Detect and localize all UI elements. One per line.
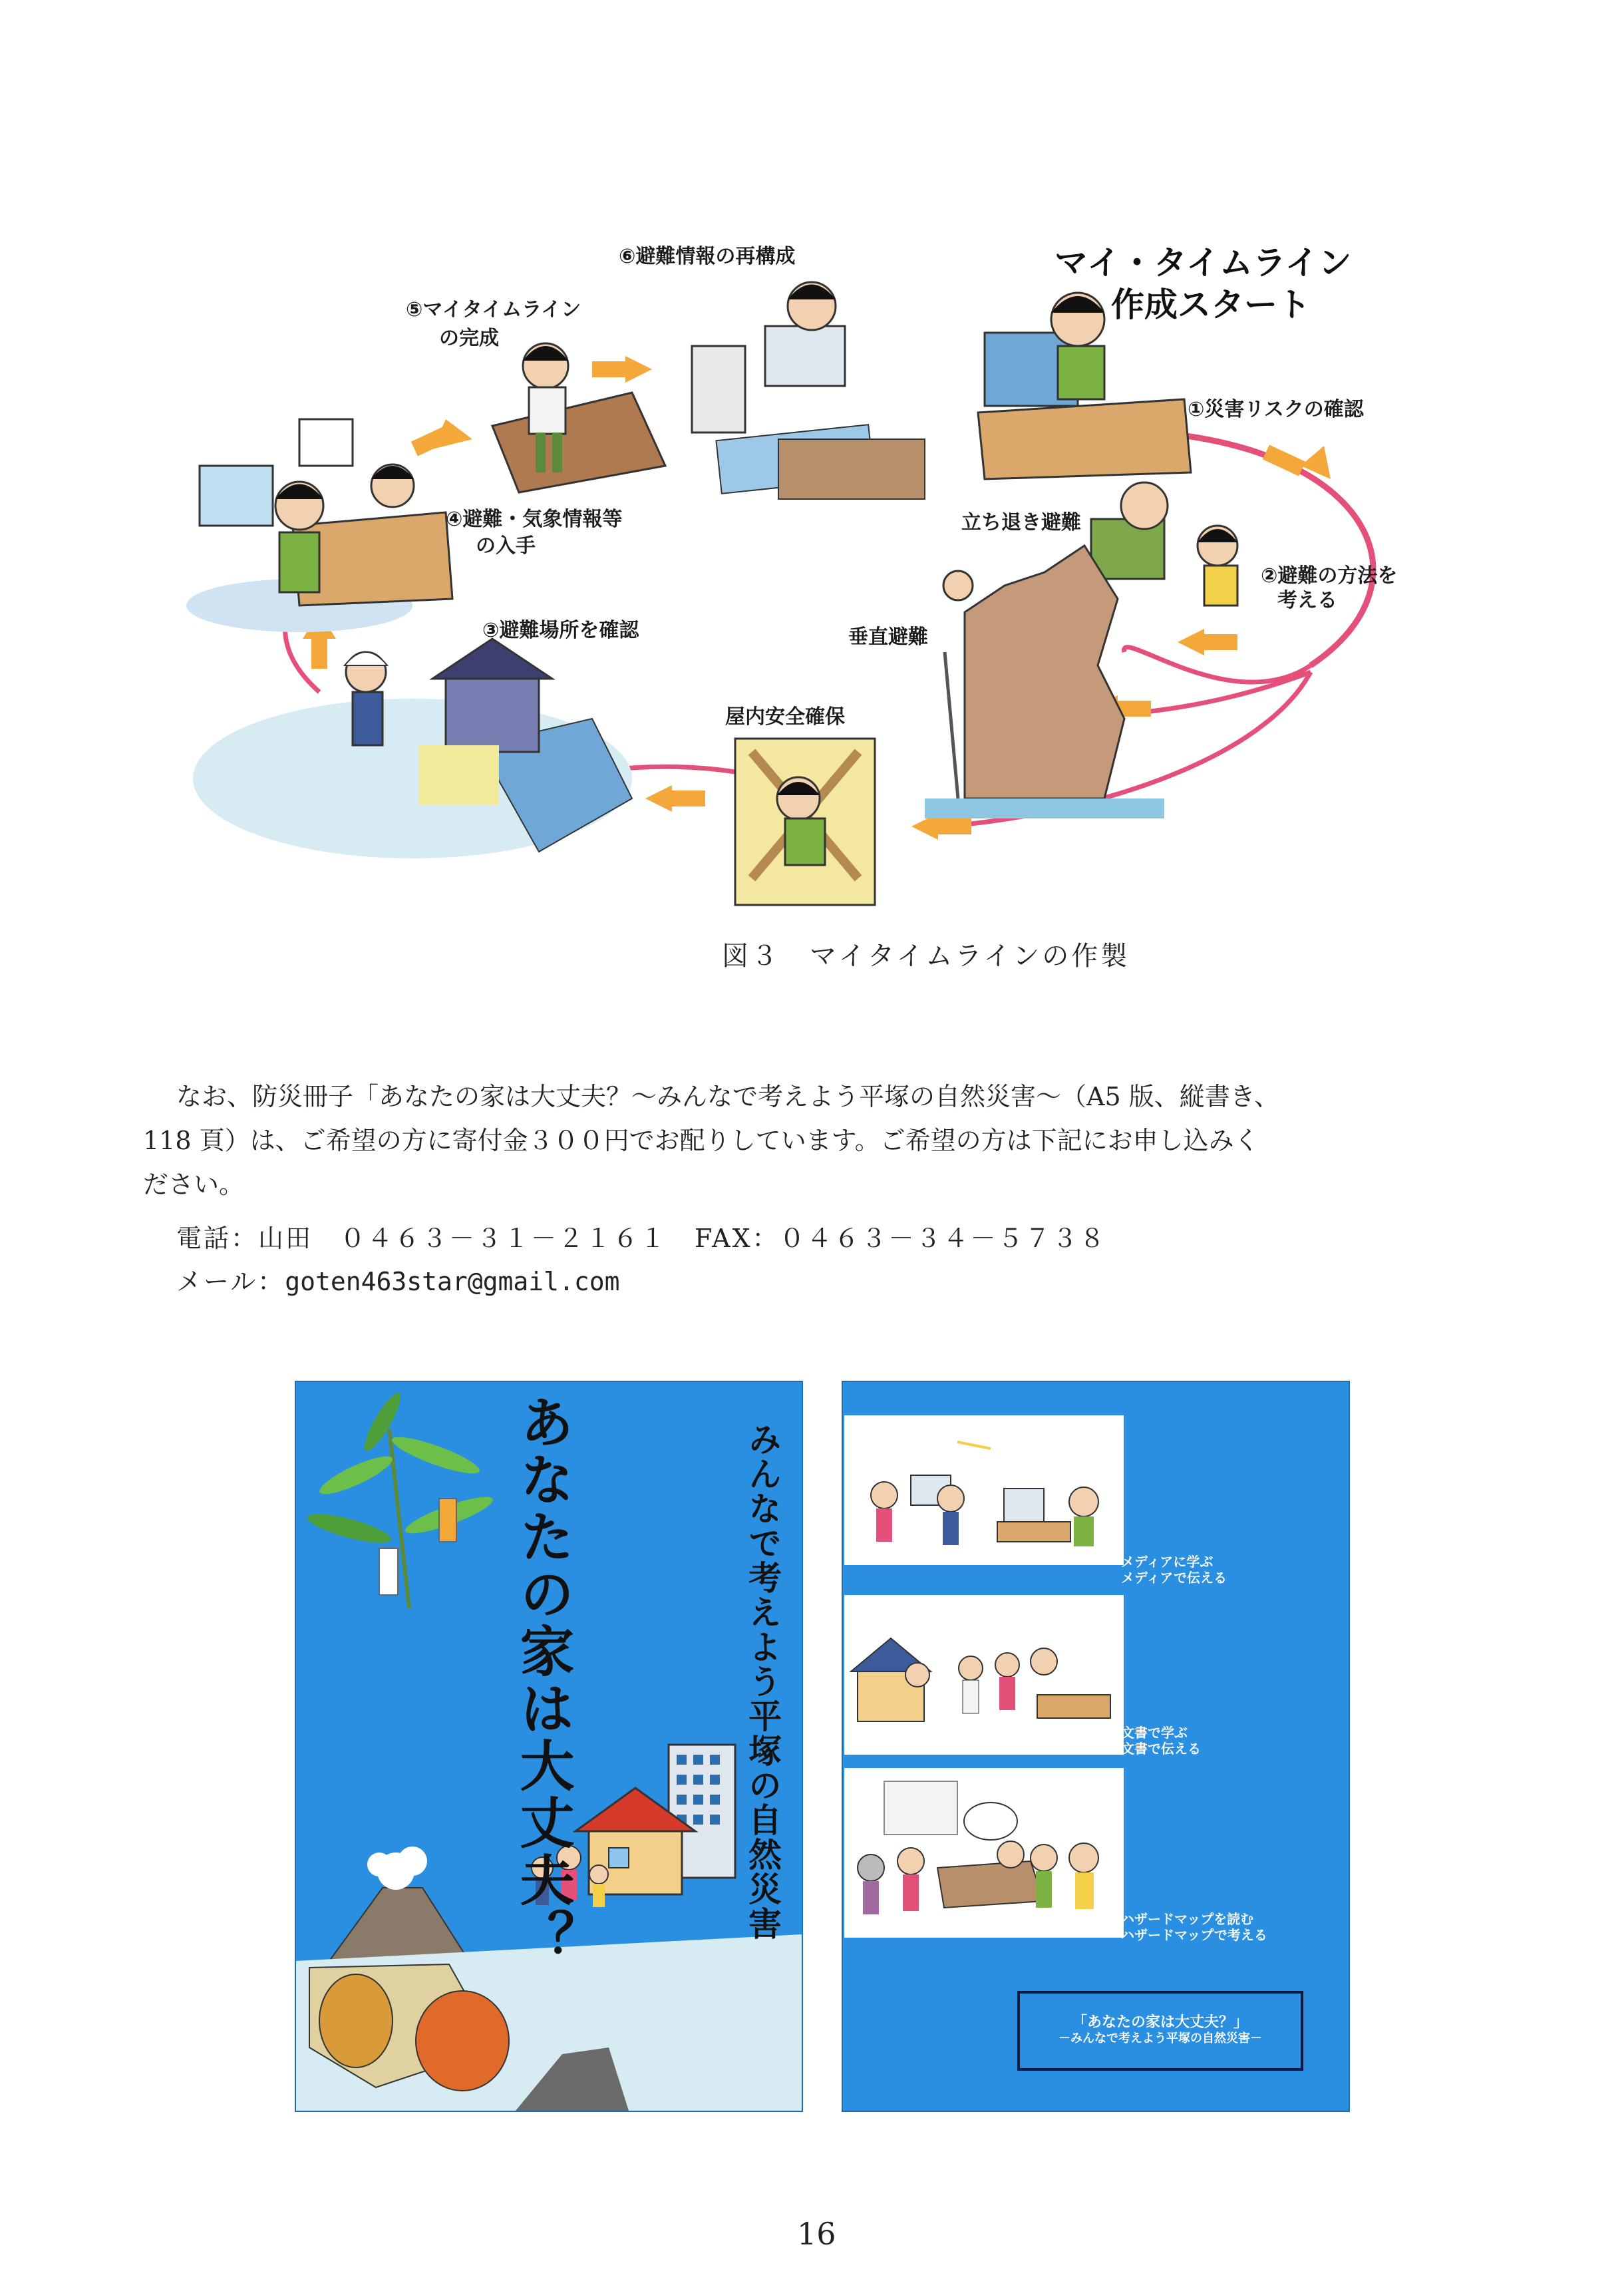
- scene-evacuation-site: [193, 639, 632, 858]
- front-cover-title: あなたの家は大丈夫？: [511, 1394, 574, 1966]
- step-3-label: ③避難場所を確認: [482, 619, 639, 642]
- email-label: メール：: [176, 1267, 285, 1296]
- paragraph-line-1: なお、防災冊子「あなたの家は大丈夫？～みんなで考えよう平塚の自然災害～（A5 版、縦書き、: [176, 1082, 1280, 1111]
- contact-email-row: [176, 1261, 620, 1298]
- figure-caption: 図３ マイタイムラインの作製: [722, 941, 1130, 971]
- cycle-curve: [1124, 647, 1311, 683]
- panel-3-illustration: [844, 1768, 1124, 1938]
- step-2-label-line1: ②避難の方法を: [1261, 564, 1398, 588]
- flow-arrow: [411, 419, 472, 456]
- option-vertical-label: 垂直避難: [848, 625, 928, 649]
- scene-evacuate-out: [1091, 482, 1237, 606]
- panel-3-caption: [1121, 1911, 1267, 1943]
- panel-1-illustration: [844, 1415, 1124, 1565]
- step-1-label: ①災害リスクの確認: [1188, 398, 1364, 421]
- scene-info-reconstruct: [692, 282, 925, 499]
- bamboo-illustration: [305, 1389, 496, 1608]
- panel-2-illustration: [844, 1595, 1124, 1755]
- contact-phone: 電話：山田 ０４６３－３１－２１６１ FAX：０４６３－３４－５７３８: [176, 1224, 1107, 1253]
- back-panel-2: [844, 1595, 1124, 1755]
- paragraph-line-3: ださい。: [143, 1170, 245, 1199]
- diagram-title-line2: 作成スタート: [1111, 285, 1311, 324]
- panel-1-caption-line1: メディアに学ぶ: [1121, 1554, 1214, 1570]
- option-evacuate-out-label: 立ち退き避難: [961, 511, 1081, 534]
- panel-2-caption-line1: 文書で学ぶ: [1121, 1725, 1188, 1741]
- front-cover-subtitle: みんなで考えよう平塚の自然災害: [743, 1422, 782, 1941]
- page-number: 16: [797, 2216, 836, 2252]
- volcano-illustration: [329, 1847, 469, 1961]
- option-indoor-label: 屋内安全確保: [725, 705, 845, 729]
- paragraph-line-2: 118 頁）は、ご希望の方に寄付金３００円でお配りしています。ご希望の方は下記にお申し込みく: [143, 1126, 1259, 1155]
- flow-arrow: [1178, 629, 1237, 655]
- panel-3-caption-line2: ハザードマップで考える: [1121, 1927, 1267, 1943]
- scene-vertical-evacuation: [925, 546, 1164, 818]
- panel-1-caption-line2: メディアで伝える: [1121, 1570, 1227, 1586]
- booklet-front-cover: [295, 1381, 803, 2112]
- flow-arrow: [645, 785, 705, 812]
- step-2-label-line2: 考える: [1277, 589, 1337, 612]
- booklet-back-cover: [842, 1381, 1350, 2112]
- flow-arrow: [1263, 444, 1331, 479]
- scene-indoor-safety: [735, 739, 875, 905]
- panel-2-caption-line2: 文書で伝える: [1121, 1741, 1201, 1757]
- back-cover-title-box: [1017, 1991, 1303, 2071]
- step-4-label-line1: ④避難・気象情報等: [446, 508, 623, 531]
- step-5-label-line1: ⑤マイタイムライン: [406, 298, 581, 321]
- back-box-line2: －みんなで考えよう平塚の自然災害－: [1058, 2031, 1262, 2045]
- back-box-line1: 「あなたの家は大丈夫？」: [1072, 2014, 1248, 2031]
- back-panel-1: [844, 1415, 1124, 1565]
- step-4-label-line2: の入手: [476, 534, 536, 558]
- step-6-label: ⑥避難情報の再構成: [619, 245, 796, 268]
- diagram-title-line1: マイ・タイムライン: [1055, 244, 1352, 282]
- timeline-diagram: [166, 213, 1430, 932]
- panel-2-caption: [1121, 1725, 1201, 1757]
- panel-3-caption-line1: ハザードマップを読む: [1121, 1911, 1254, 1927]
- step-5-label-line2: の完成: [439, 327, 499, 350]
- back-panel-3: [844, 1768, 1124, 1938]
- scene-info-gathering: [186, 419, 452, 632]
- panel-1-caption: [1121, 1554, 1227, 1586]
- body-paragraph: [143, 1075, 1494, 1206]
- flow-arrow: [592, 356, 652, 383]
- email-address[interactable]: goten463star@gmail.com: [285, 1267, 620, 1296]
